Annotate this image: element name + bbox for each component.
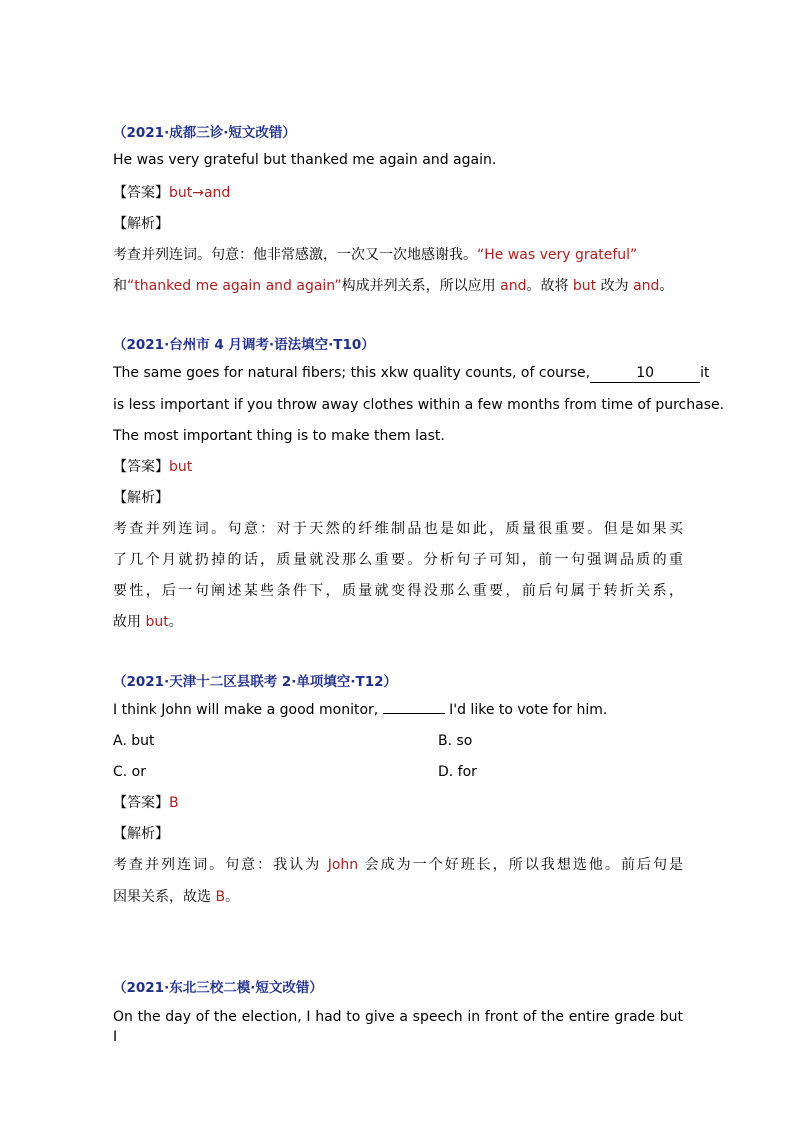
q3-analysis-label: 【解析】 [113, 826, 169, 842]
option-a: A. but [113, 733, 155, 749]
answer-label: 【答案】 [113, 185, 169, 201]
analysis-text: 故用 [113, 614, 146, 630]
option-b: B. so [438, 733, 473, 749]
q2-answer [113, 457, 192, 477]
q1-analysis-label: 【解析】 [113, 216, 169, 232]
option-c: C. or [113, 764, 146, 780]
analysis-text: 。故将 [526, 278, 573, 294]
q1-analysis-line2 [113, 276, 673, 296]
analysis-text: 考查并列连词。句意：我认为 [113, 857, 328, 873]
keyword: B [215, 889, 226, 905]
q2-analysis-line4 [113, 612, 183, 632]
q2-analysis-line1: 考查并列连词。句意：对于天然的纤维制品也是如此，质量很重要。但是如果买 [113, 521, 683, 537]
q3-analysis-line1 [113, 855, 683, 875]
analysis-text: 改为 [596, 278, 634, 294]
q3-source: （2021·天津十二区县联考 2·单项填空·T12） [113, 674, 398, 690]
passage-text: The same goes for natural fibers; this xkw quality counts, of course, [113, 365, 591, 381]
analysis-text: 。 [225, 889, 240, 905]
analysis-text: 和 [113, 278, 127, 294]
analysis-text: 会成为一个好班长，所以我想选他。前后句是 [358, 857, 683, 873]
keyword: and [633, 278, 660, 294]
passage-text: it [700, 365, 710, 381]
fill-blank: 10 [590, 364, 700, 383]
q2-text-line2: is less important if you throw away clothes within a few months from time of purchase. [113, 397, 725, 413]
fill-blank [383, 713, 445, 714]
analysis-text: 。 [168, 614, 183, 630]
keyword: and [500, 278, 527, 294]
option-d: D. for [438, 764, 477, 780]
answer-value: but [169, 459, 193, 475]
answer-label: 【答案】 [113, 459, 169, 475]
keyword: John [327, 857, 359, 873]
q1-source: （2021·成都三诊·短文改错） [113, 125, 296, 141]
analysis-text: 。 [659, 278, 674, 294]
q1-sentence: He was very grateful but thanked me again and again. [113, 152, 497, 168]
q3-analysis-line2 [113, 887, 239, 907]
q1-answer [113, 183, 230, 203]
q2-analysis-line3: 要性，后一句阐述某些条件下，质量就变得没那么重要，前后句属于转折关系， [113, 583, 683, 599]
q2-analysis-label: 【解析】 [113, 490, 169, 506]
answer-value: but→and [169, 185, 231, 201]
quoted-phrase: “thanked me again and again” [127, 278, 342, 294]
q4-source: （2021·东北三校二模·短文改错） [113, 980, 323, 996]
analysis-text: 构成并列关系，所以应用 [341, 278, 501, 294]
quoted-phrase: “He was very grateful” [477, 247, 638, 263]
q2-analysis-line2: 了几个月就扔掉的话，质量就没那么重要。分析句子可知，前一句强调品质的重 [113, 552, 683, 568]
question-text: I think John will make a good monitor, [113, 702, 383, 718]
q1-analysis-line1 [113, 245, 637, 265]
q3-answer [113, 793, 179, 813]
q3-stem [113, 700, 607, 720]
q2-text-line1 [113, 363, 710, 383]
keyword: but [572, 278, 597, 294]
answer-value: B [169, 795, 179, 811]
analysis-text: 考查并列连词。句意：他非常感激，一次又一次地感谢我。 [113, 247, 477, 263]
q2-source: （2021·台州市 4 月调考·语法填空·T10） [113, 337, 375, 353]
keyword: but [145, 614, 169, 630]
q2-text-line3: The most important thing is to make them last. [113, 428, 445, 444]
answer-label: 【答案】 [113, 795, 169, 811]
question-text: I'd like to vote for him. [444, 702, 608, 718]
analysis-text: 因果关系，故选 [113, 889, 216, 905]
q4-text-line1: On the day of the election, I had to give a speech in front of the entire grade but I [113, 1009, 683, 1045]
